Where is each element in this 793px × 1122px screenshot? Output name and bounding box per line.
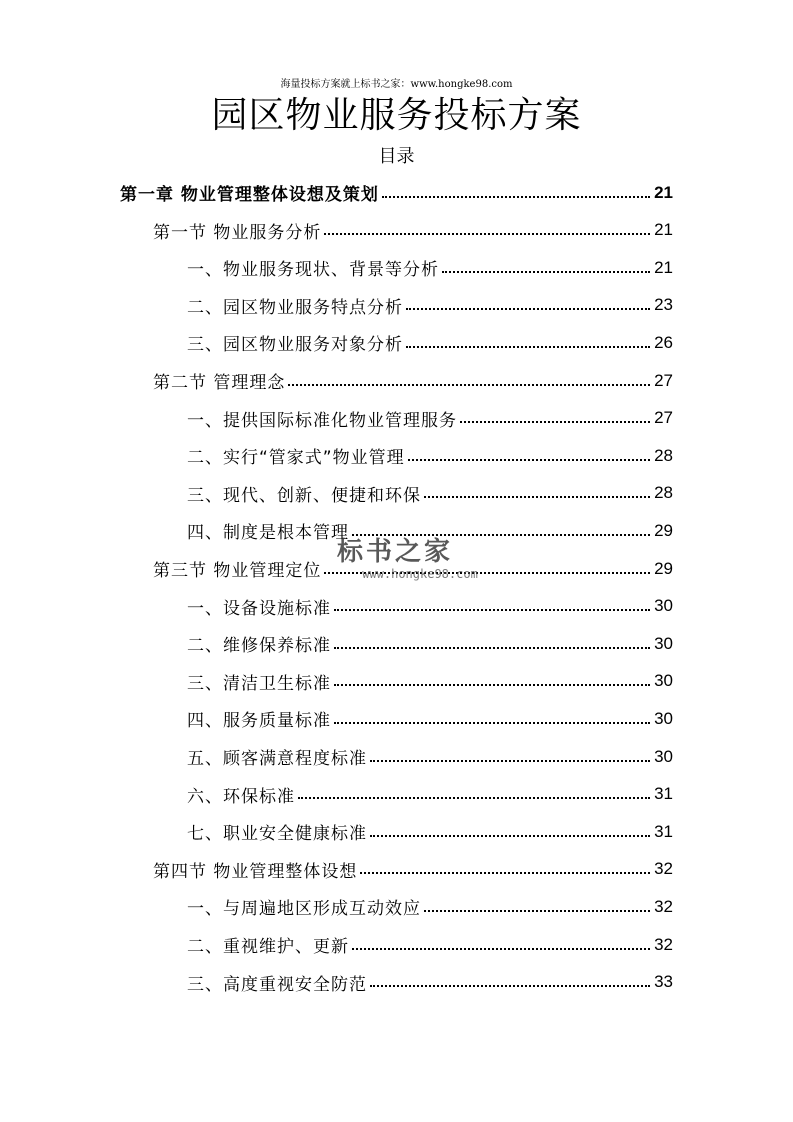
toc-entry[interactable] xyxy=(187,475,673,512)
toc-page-number: 30 xyxy=(654,708,673,728)
toc-page-number: 31 xyxy=(654,821,673,841)
toc-dot-leader xyxy=(424,910,650,912)
toc-entry-text: 三、高度重视安全防范 xyxy=(187,974,367,995)
toc-page-number: 27 xyxy=(654,370,673,390)
toc-entry[interactable] xyxy=(187,776,673,813)
toc-entry[interactable] xyxy=(187,287,673,324)
toc-entry-text: 第四节 物业管理整体设想 xyxy=(153,861,358,882)
toc-dot-leader xyxy=(352,948,650,950)
toc-entry[interactable] xyxy=(187,400,673,437)
toc-entry[interactable] xyxy=(120,174,673,211)
toc-entry-text: 二、维修保养标准 xyxy=(187,636,331,657)
toc-entry-text: 三、清洁卫生标准 xyxy=(187,673,331,694)
toc-dot-leader xyxy=(406,308,650,310)
toc-page-number: 31 xyxy=(654,784,673,804)
toc-entry-text: 一、物业服务现状、背景等分析 xyxy=(187,260,439,281)
toc-page-number: 29 xyxy=(654,558,673,578)
toc-entry-text: 二、园区物业服务特点分析 xyxy=(187,297,403,318)
toc-dot-leader xyxy=(360,872,650,874)
toc-dot-leader xyxy=(442,271,650,273)
toc-entry[interactable] xyxy=(187,888,673,925)
toc-page-number: 30 xyxy=(654,746,673,766)
toc-page-number: 30 xyxy=(654,671,673,691)
toc-entry[interactable] xyxy=(187,625,673,662)
toc-page-number: 29 xyxy=(654,520,673,540)
toc-entry-text: 三、现代、创新、便捷和环保 xyxy=(187,485,421,506)
toc-dot-leader xyxy=(460,421,650,423)
watermark-url: www.hongke98.com xyxy=(362,567,478,581)
toc-page-number: 27 xyxy=(654,408,673,428)
toc-entry-text: 二、实行“管家式”物业管理 xyxy=(187,448,405,469)
toc-dot-leader xyxy=(408,459,650,461)
toc-page-number: 30 xyxy=(654,596,673,616)
toc-page-number: 32 xyxy=(654,859,673,879)
toc-page-number: 30 xyxy=(654,633,673,653)
toc-heading: 目录 xyxy=(378,146,415,167)
toc-entry[interactable] xyxy=(187,738,673,775)
toc-entry[interactable] xyxy=(153,550,673,587)
toc-page-number: 21 xyxy=(654,220,673,240)
toc-entry[interactable] xyxy=(153,212,673,249)
toc-entry[interactable] xyxy=(187,249,673,286)
toc-entry[interactable] xyxy=(187,964,673,1001)
toc-dot-leader xyxy=(288,384,650,386)
toc-entry[interactable] xyxy=(187,663,673,700)
toc-dot-leader xyxy=(324,233,650,235)
toc-entry-text: 第一节 物业服务分析 xyxy=(153,222,322,243)
toc-dot-leader xyxy=(298,797,650,799)
toc-page-number: 33 xyxy=(654,972,673,992)
toc-entry-text: 一、设备设施标准 xyxy=(187,598,331,619)
svg-text:标书之家: 标书之家 xyxy=(336,537,454,566)
toc-entry[interactable] xyxy=(187,437,673,474)
toc-dot-leader xyxy=(370,985,650,987)
toc-entry[interactable] xyxy=(153,851,673,888)
toc-entry-text: 第二节 管理理念 xyxy=(153,373,286,393)
toc-page-number: 26 xyxy=(654,332,673,352)
toc-entry[interactable] xyxy=(187,813,673,850)
toc-entry-text: 七、职业安全健康标准 xyxy=(187,824,367,845)
toc-entry[interactable] xyxy=(187,588,673,625)
toc-dot-leader xyxy=(370,835,650,837)
toc-page-number: 28 xyxy=(654,445,673,465)
toc-entry-text: 一、与周遍地区形成互动效应 xyxy=(187,899,421,920)
toc-dot-leader xyxy=(370,760,650,762)
toc-entry-text: 二、重视维护、更新 xyxy=(187,937,349,957)
toc-dot-leader xyxy=(406,346,650,348)
toc-entry[interactable] xyxy=(153,362,673,399)
toc-dot-leader xyxy=(334,684,650,686)
toc-entry-text: 第一章 物业管理整体设想及策划 xyxy=(120,185,379,205)
toc-page-number: 32 xyxy=(654,934,673,954)
toc-entry-text: 第三节 物业管理定位 xyxy=(153,561,322,581)
toc-page-number: 23 xyxy=(654,295,673,315)
toc-entry[interactable] xyxy=(187,926,673,963)
toc-page-number: 32 xyxy=(654,896,673,916)
toc-page-number: 21 xyxy=(654,257,673,277)
header-note: 海量投标方案就上标书之家：www.hongke98.com xyxy=(280,79,513,90)
toc-page-number: 28 xyxy=(654,483,673,503)
toc-page-number: 21 xyxy=(654,182,673,202)
toc-dot-leader xyxy=(382,196,650,198)
toc-entry-text: 五、顾客满意程度标准 xyxy=(187,749,367,769)
toc-entry[interactable] xyxy=(187,512,673,549)
toc-entry[interactable] xyxy=(187,324,673,361)
toc-entry-text: 一、提供国际标准化物业管理服务 xyxy=(187,410,457,431)
document-title: 园区物业服务投标方案 xyxy=(211,95,582,136)
toc-entry[interactable] xyxy=(187,700,673,737)
toc-dot-leader xyxy=(324,572,650,574)
toc-entry-text: 六、环保标准 xyxy=(187,786,295,807)
toc-dot-leader xyxy=(334,722,650,724)
toc-entry-text: 四、服务质量标准 xyxy=(187,711,331,732)
toc-dot-leader xyxy=(334,609,650,611)
toc-entry-text: 四、制度是根本管理 xyxy=(187,523,349,544)
toc-dot-leader xyxy=(424,496,650,498)
toc-dot-leader xyxy=(334,647,650,649)
toc-entry-text: 三、园区物业服务对象分析 xyxy=(187,335,403,356)
toc-dot-leader xyxy=(352,534,650,536)
